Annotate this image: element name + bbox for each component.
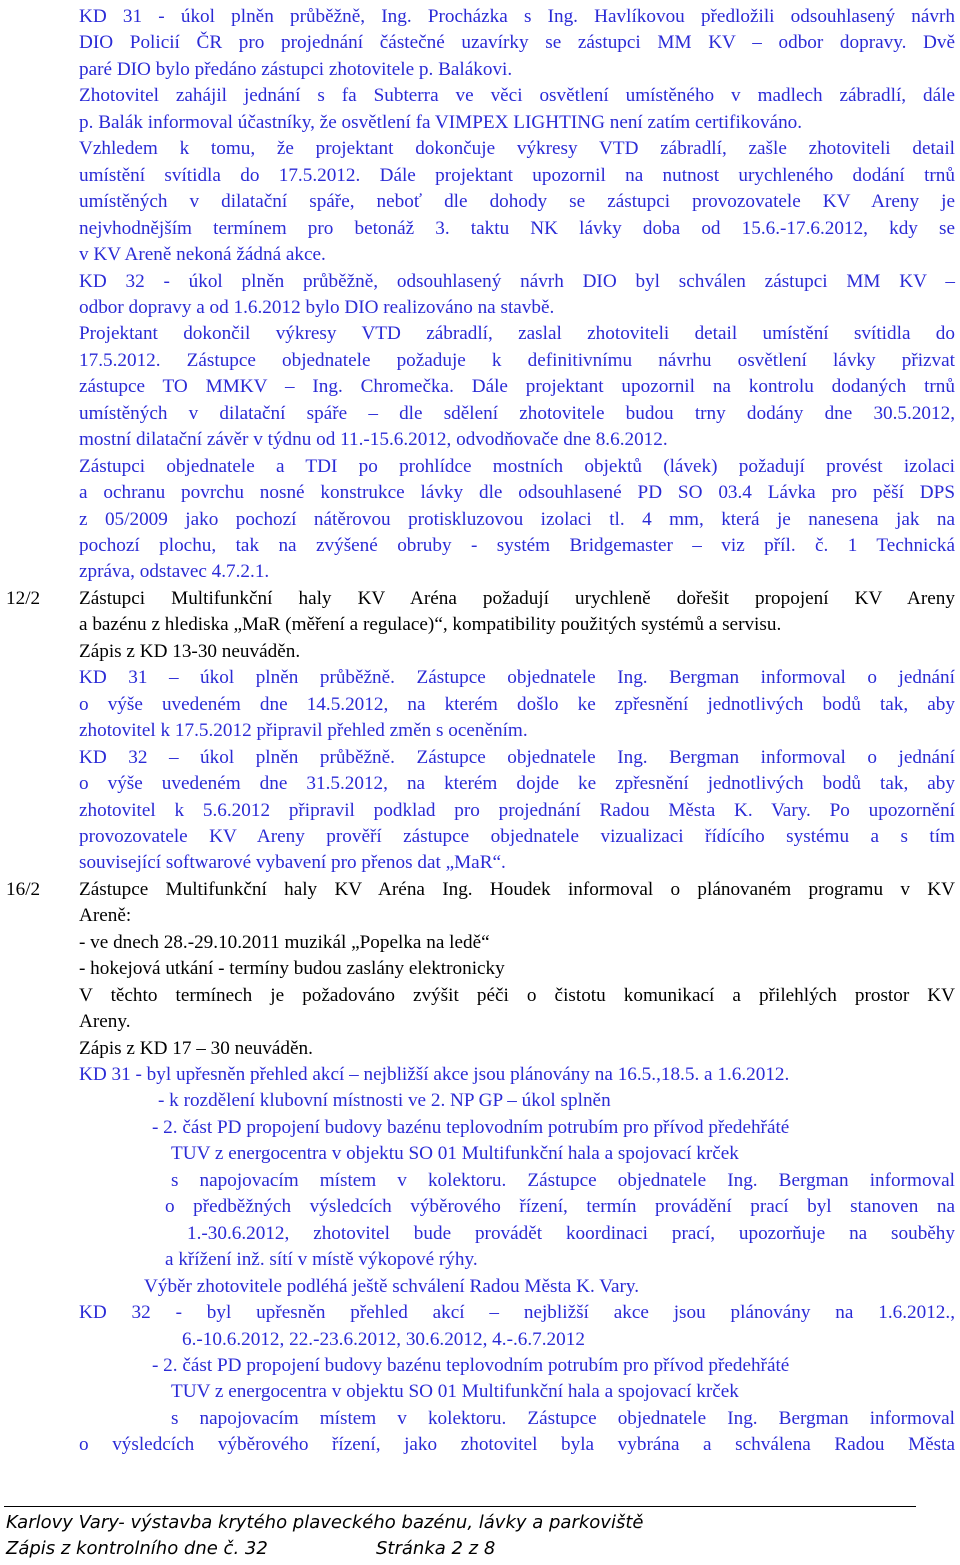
text-line: Vzhledem k tomu, že projektant dokončuje výkresy VTD zábradlí, zašle zhotoviteli detail — [79, 138, 955, 160]
text-line: KD 32 - byl upřesněn přehled akcí – nejbližší akce jsou plánovány na 1.6.2012., — [79, 1302, 955, 1324]
text-line: Zápis z KD 13-30 neuváděn. — [79, 640, 301, 662]
text-line: Projektant dokončil výkresy VTD zábradlí, zaslal zhotoviteli detail umístění svítidla do — [79, 323, 955, 345]
text-line: pochozí plochu, tak na zvýšené obruby - systém Bridgemaster – viz příl. č. 1 Technická — [79, 535, 955, 556]
text-line: KD 32 - úkol plněn průběžně, odsouhlasený návrh DIO byl schválen zástupci MM KV – — [79, 270, 955, 292]
text-line: 1.-30.6.2012, zhotovitel bude provádět koordinaci prací, upozorňuje na souběhy — [187, 1222, 955, 1244]
text-line: provozovatele KV Areny prověří zástupce objednatele vizualizaci řídícího systému a s tím — [79, 825, 955, 847]
text-line: odbor dopravy a od 1.6.2012 bylo DIO realizováno na stavbě. — [79, 296, 555, 318]
text-line: KD 31 - byl upřesněn přehled akcí – nejbližší akce jsou plánovány na 16.5.,18.5. a 1.6.2012. — [79, 1064, 790, 1085]
text-line: DIO Policií ČR pro projednání částečné uzavírky se zástupci MM KV – odbor dopravy. Dvě — [79, 32, 955, 54]
text-line: o předběžných výsledcích výběrového řízení, termín provádění prací byl stanoven na — [165, 1196, 955, 1218]
text-line: - k rozdělení klubovní místnosti ve 2. NP GP – úkol splněn — [158, 1090, 611, 1112]
text-line: s napojovacím místem v kolektoru. Zástupce objednatele Ing. Bergman informoval — [171, 1407, 955, 1429]
text-line: související softwarové vybavení pro přenos dat „MaR“. — [79, 852, 506, 874]
text-line: a křížení inž. sítí v místě výkopové rýhy. — [165, 1249, 478, 1271]
text-line: V těchto termínech je požadováno zvýšit péči o čistotu komunikací a přilehlých prostor KV — [79, 984, 955, 1006]
footer-page-number: Stránka 2 z 8 — [376, 1538, 496, 1559]
text-line: KD 32 – úkol plněn průběžně. Zástupce objednatele Ing. Bergman informoval o jednání — [79, 746, 955, 768]
text-line: p. Balák informoval účastníky, že osvětlení fa VIMPEX LIGHTING není zatím certifikováno. — [79, 111, 803, 133]
text-line: umístění svítidla do 17.5.2012. Dále projektant upozornil na nutnost urychleného dodání trnů — [79, 164, 955, 186]
text-line: KD 31 – úkol plněn průběžně. Zástupce objednatele Ing. Bergman informoval o jednání — [79, 667, 955, 689]
text-line: a ochranu povrchu nosné konstrukce lávky dle odsouhlasené PD SO 03.4 Lávka pro pěší DPS — [79, 482, 955, 504]
text-line: s napojovacím místem v kolektoru. Zástupce objednatele Ing. Bergman informoval — [171, 1169, 955, 1191]
text-line: - 2. část PD propojení budovy bazénu teplovodním potrubím pro přívod předehřáté — [152, 1354, 790, 1376]
text-line: o výše uvedeném dne 31.5.2012, na kterém dojde ke zpřesnění jednotlivých bodů tak, aby — [79, 773, 955, 795]
text-line: KD 31 - úkol plněn průběžně, Ing. Procházka s Ing. Havlíkovou předložili odsouhlasený návrh — [79, 6, 955, 27]
text-line: mostní dilatační závěr v týdnu od 11.-15.6.2012, odvodňovače dne 8.6.2012. — [79, 429, 668, 451]
text-line: Zhotovitel zahájil jednání s fa Subterra ve věci osvětlení umístěného v madlech zábradlí, dále — [79, 85, 955, 107]
text-line: Zástupci Multifunkční haly KV Aréna požadují urychleně dořešit propojení KV Areny — [79, 587, 955, 609]
text-line: TUV z energocentra v objektu SO 01 Multifunkční hala a spojovací krček — [171, 1143, 739, 1165]
text-line: Zápis z KD 17 – 30 neuváděn. — [79, 1037, 313, 1059]
text-line: Zástupce Multifunkční haly KV Aréna Ing. Houdek informoval o plánovaném programu v KV — [79, 878, 955, 900]
text-line: a bazénu z hlediska „MaR (měření a regulace)“, kompatibility použitých systémů a servisu. — [79, 614, 782, 636]
text-line: Výběr zhotovitele podléhá ještě schválení Radou Města K. Vary. — [144, 1275, 640, 1297]
text-line: umístěných v dilatační spáře – dle sdělení zhotovitele budou trny dodány dne 30.5.2012, — [79, 402, 955, 424]
text-line: z 05/2009 jako pochozí nátěrovou protiskluzovou izolaci tl. 4 mm, která je nanesena jak na — [79, 508, 955, 530]
text-line: o výše uvedeném dne 14.5.2012, na kterém došlo ke zpřesnění jednotlivých bodů tak, aby — [79, 693, 955, 715]
footer-record-title: Zápis z kontrolního dne č. 32 — [6, 1538, 268, 1559]
text-line: v KV Areně nekoná žádná akce. — [79, 244, 326, 266]
text-line: paré DIO bylo předáno zástupci zhotovitele p. Balákovi. — [79, 58, 513, 80]
item-number: 16/2 — [6, 878, 41, 900]
text-line: zpráva, odstavec 4.7.2.1. — [79, 561, 270, 583]
text-line: zástupce TO MMKV – Ing. Chromečka. Dále projektant upozornil na kontrolu dodaných trnů — [79, 376, 955, 398]
text-line: Areně: — [79, 905, 132, 927]
text-line: zhotovitel k 5.6.2012 připravil podklad pro projednání Radou Města K. Vary. Po upozornění — [79, 799, 955, 821]
text-line: - hokejová utkání - termíny budou zaslány elektronicky — [79, 958, 505, 980]
text-line: 17.5.2012. Zástupce objednatele požaduje k definitivnímu návrhu osvětlení lávky přizvat — [79, 349, 955, 371]
text-line: Zástupci objednatele a TDI po prohlídce mostních objektů (lávek) požadují provést izolaci — [79, 455, 955, 477]
text-line: umístěných v dilatační spáře, neboť dle dohody se zástupci provozovatele KV Areny je — [79, 191, 955, 213]
text-line: TUV z energocentra v objektu SO 01 Multifunkční hala a spojovací krček — [171, 1381, 739, 1403]
text-line: nejvhodnějším termínem pro betonáž 3. taktu NK lávky doba od 15.6.-17.6.2012, kdy se — [79, 217, 955, 239]
text-line: - 2. část PD propojení budovy bazénu teplovodním potrubím pro přívod předehřáté — [152, 1116, 790, 1138]
footer-project-title: Karlovy Vary- výstavba krytého plaveckého bazénu, lávky a parkoviště — [6, 1512, 644, 1533]
text-line: o výsledcích výběrového řízení, jako zhotovitel byla vybrána a schválena Radou Města — [79, 1434, 955, 1456]
text-line: - ve dnech 28.-29.10.2011 muzikál „Popelka na ledě“ — [79, 931, 490, 953]
text-line: zhotovitel k 17.5.2012 připravil přehled změn s oceněním. — [79, 720, 528, 742]
item-number: 12/2 — [6, 587, 41, 609]
footer-divider — [4, 1506, 916, 1507]
text-line: Areny. — [79, 1011, 131, 1033]
text-line: 6.-10.6.2012, 22.-23.6.2012, 30.6.2012, 4.-.6.7.2012 — [182, 1328, 585, 1350]
